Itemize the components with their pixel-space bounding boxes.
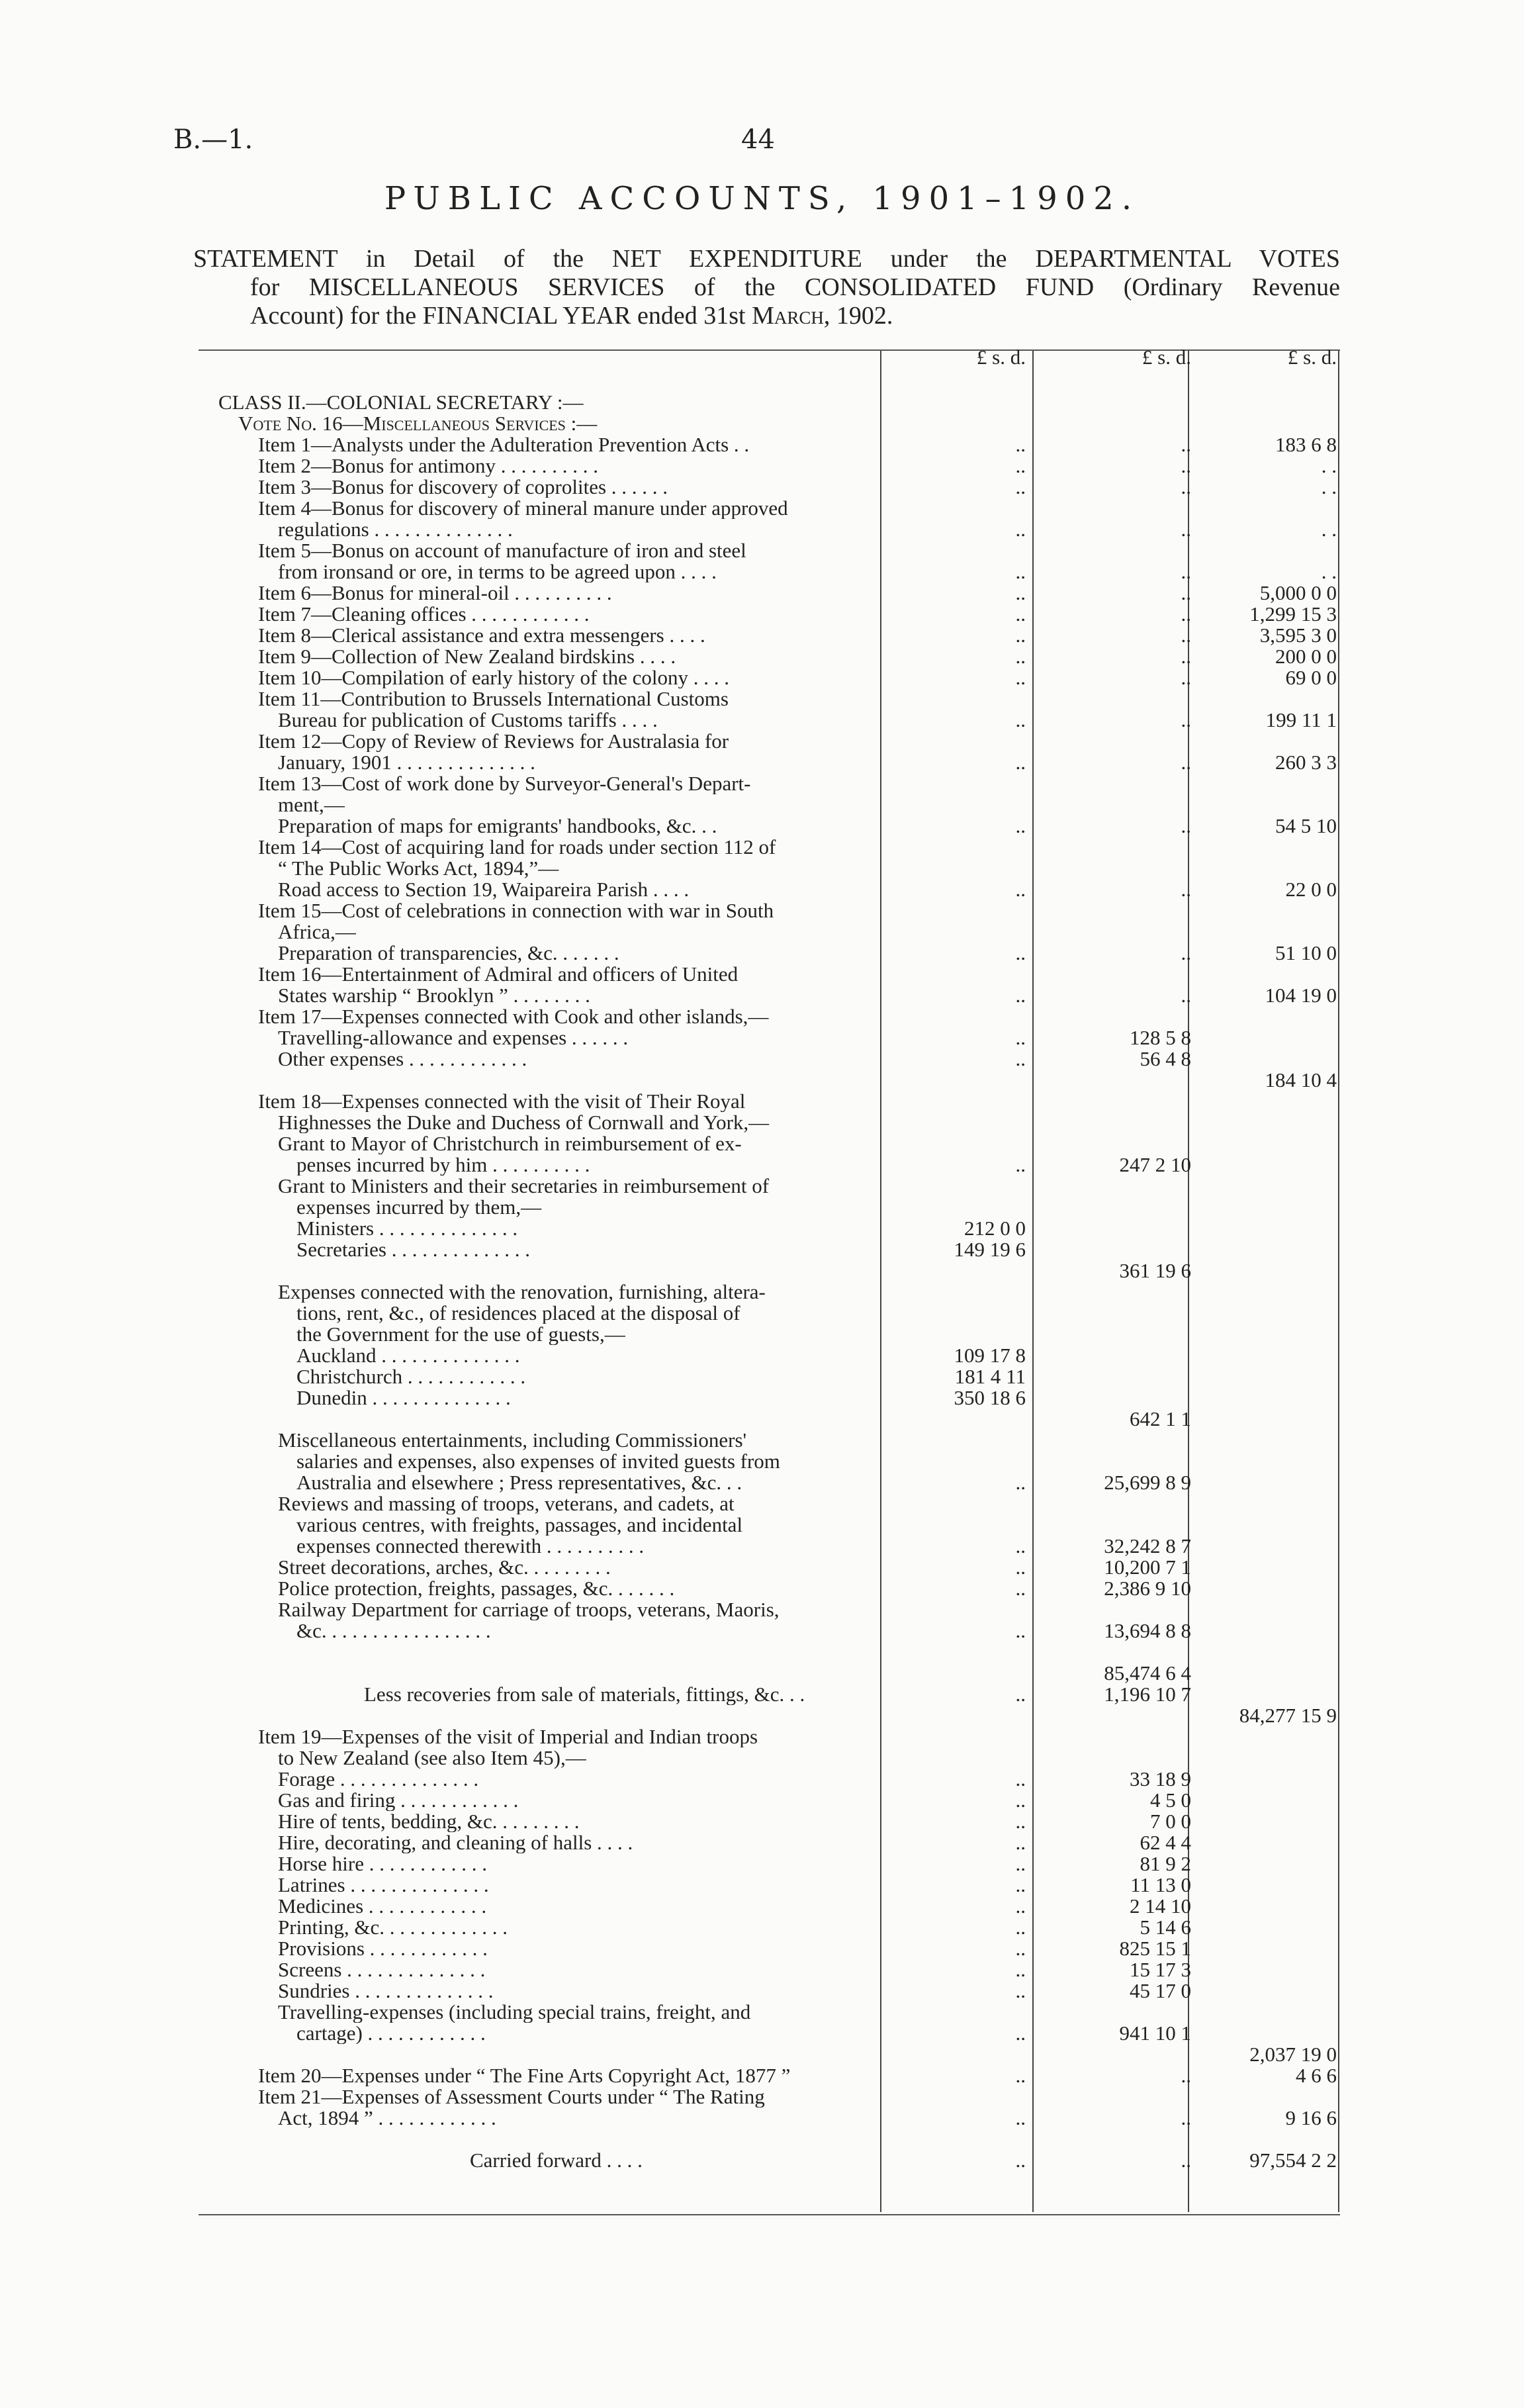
row-description: Forage . . . . . . . . . . . . . . [278,1769,479,1790]
table-row [218,2086,1343,2107]
statement-heading [193,245,1340,330]
column-header-2: £ s. d. [1142,346,1191,369]
amount-col-1: .. [1015,1555,1026,1579]
row-description: Item 13—Cost of work done by Surveyor-General's Depart- [258,773,751,794]
amount-col-2: .. [1181,624,1191,647]
amount-col-1: .. [1015,1767,1026,1790]
row-description: Item 9—Collection of New Zealand birdskins . . . . [258,646,676,667]
table-row [218,794,1343,815]
report-reference: B.—1. [173,124,253,155]
amount-col-2: 2,386 9 10 [1104,1577,1191,1600]
amount-col-1: .. [1015,1873,1026,1896]
row-description: the Government for the use of guests,— [296,1324,625,1345]
amount-col-2: 7 0 0 [1150,1810,1191,1833]
amount-col-3: 200 0 0 [1275,645,1337,668]
statement-month: March [752,302,824,330]
amount-col-1: 350 18 6 [954,1386,1026,1409]
table-row [218,1281,1343,1303]
row-description: Item 19—Expenses of the visit of Imperial and Indian troops [258,1726,758,1747]
table-row [218,921,1343,943]
amount-col-2: .. [1181,581,1191,604]
amount-col-1: .. [1015,1852,1026,1875]
row-description: Preparation of transparencies, &c. . . . . . . [278,943,619,964]
table-row [218,392,1343,413]
table-row [218,1112,1343,1133]
amount-col-1: .. [1015,2149,1026,2172]
table-row [218,1875,1343,1896]
table-row [218,1218,1343,1239]
expenditure-table [218,344,1343,2171]
amount-col-3: . . [1321,518,1337,541]
amount-col-1: .. [1015,475,1026,498]
amount-col-2: .. [1181,666,1191,689]
amount-col-3: 84,277 15 9 [1239,1704,1337,1727]
table-row [218,1366,1343,1387]
column-header-1: £ s. d. [976,346,1026,369]
row-description: Item 16—Entertainment of Admiral and officers of United [258,964,739,985]
statement-line-2: for MISCELLANEOUS SERVICES of the CONSOLIDATED FUND (Ordinary Revenue [250,273,1340,301]
table-row [218,1747,1343,1769]
row-description: regulations . . . . . . . . . . . . . . [278,519,513,540]
row-description: Australia and elsewhere ; Press representatives, &c. . . [296,1472,742,1493]
row-description: &c. . . . . . . . . . . . . . . . . [296,1620,491,1642]
amount-col-1: .. [1015,581,1026,604]
amount-col-3: 2,037 19 0 [1249,2043,1337,2066]
table-row [218,2129,1343,2150]
table-row [218,1091,1343,1112]
amount-col-1: .. [1015,984,1026,1007]
row-description: Hire of tents, bedding, &c. . . . . . . . . [278,1811,580,1832]
row-description: tions, rent, &c., of residences placed at the disposal of [296,1303,740,1324]
row-description: Vote No. 16—Miscellaneous Services :— [238,413,598,434]
row-description: Item 5—Bonus on account of manufacture of iron and steel [258,540,746,561]
amount-col-3: 22 0 0 [1285,878,1337,901]
amount-col-1: .. [1015,1047,1026,1070]
table-row [218,646,1343,667]
amount-col-2: .. [1181,602,1191,625]
table-row [218,1176,1343,1197]
amount-col-2: .. [1181,433,1191,456]
amount-col-3: 69 0 0 [1285,666,1337,689]
amount-col-1: .. [1015,433,1026,456]
row-description: Street decorations, arches, &c. . . . . . . . . [278,1557,611,1578]
table-row [218,1769,1343,1790]
table-row [218,1493,1343,1514]
table-row [218,477,1343,498]
row-description: Gas and firing . . . . . . . . . . . . [278,1790,519,1811]
table-row [218,540,1343,561]
row-description: expenses connected therewith . . . . . . . . . . [296,1536,645,1557]
table-row [218,1832,1343,1853]
table-row [218,985,1343,1006]
amount-col-1: 149 19 6 [954,1238,1026,1261]
amount-col-1: .. [1015,1958,1026,1981]
row-description: penses incurred by him . . . . . . . . . . [296,1154,590,1176]
table-row [218,1853,1343,1875]
row-description: from ironsand or ore, in terms to be agreed upon . . . . [278,561,717,582]
table-row [218,1938,1343,1959]
table-row [218,1409,1343,1430]
row-description: “ The Public Works Act, 1894,”— [278,858,559,879]
row-description: Dunedin . . . . . . . . . . . . . . [296,1387,511,1409]
table-row [218,1557,1343,1578]
table-row [218,1303,1343,1324]
page-number: 44 [741,124,775,155]
amount-col-1: .. [1015,624,1026,647]
table-row [218,625,1343,646]
table-row [218,1896,1343,1917]
table-row [218,455,1343,477]
row-description: Road access to Section 19, Waipareira Parish . . . . [278,879,690,900]
statement-line-3-a: Account) for the FINANCIAL YEAR ended 31st [250,302,752,330]
amount-col-1: .. [1015,1916,1026,1939]
amount-col-3: 199 11 1 [1265,708,1337,731]
row-description: Travelling-expenses (including special trains, freight, and [278,2002,751,2023]
amount-col-2: 33 18 9 [1130,1767,1191,1790]
table-row [218,2150,1343,2171]
amount-col-3: . . [1321,560,1337,583]
row-description: Police protection, freights, passages, &c. . . . . . . [278,1578,675,1599]
table-row [218,2107,1343,2129]
table-row [218,1006,1343,1027]
amount-col-1: .. [1015,2064,1026,2087]
amount-col-2: .. [1181,751,1191,774]
amount-col-2: 2 14 10 [1130,1894,1191,1918]
table-row [218,1345,1343,1366]
amount-col-1: .. [1015,941,1026,964]
row-description: Printing, &c. . . . . . . . . . . . . [278,1917,508,1938]
table-row [218,1578,1343,1599]
amount-col-1: .. [1015,602,1026,625]
amount-col-2: 128 5 8 [1130,1026,1191,1049]
row-description: Item 11—Contribution to Brussels International Customs [258,688,729,710]
row-description: Latrines . . . . . . . . . . . . . . [278,1875,489,1896]
amount-col-3: 9 16 6 [1285,2106,1337,2129]
row-description: Item 21—Expenses of Assessment Courts under “ The Rating [258,2086,765,2107]
row-description: Sundries . . . . . . . . . . . . . . [278,1980,494,2002]
amount-col-2: 10,200 7 1 [1104,1555,1191,1579]
table-row [218,964,1343,985]
table-row [218,1705,1343,1726]
row-description: Preparation of maps for emigrants' handbooks, &c. . . [278,815,717,837]
amount-col-1: .. [1015,1153,1026,1176]
row-description: Grant to Ministers and their secretaries in reimbursement of [278,1176,770,1197]
row-description: States warship “ Brooklyn ” . . . . . . . . [278,985,590,1006]
amount-col-2: 4 5 0 [1150,1788,1191,1812]
row-description: Grant to Mayor of Christchurch in reimbursement of ex- [278,1133,742,1154]
amount-col-2: 5 14 6 [1140,1916,1191,1939]
amount-col-2: .. [1181,708,1191,731]
row-description: Bureau for publication of Customs tariffs . . . . [278,710,658,731]
table-row [218,1472,1343,1493]
amount-col-2: 13,694 8 8 [1104,1619,1191,1642]
table-row [218,1197,1343,1218]
amount-col-1: .. [1015,1894,1026,1918]
row-description: Screens . . . . . . . . . . . . . . [278,1959,486,1980]
column-header-3: £ s. d. [1287,346,1337,369]
amount-col-2: .. [1181,454,1191,477]
row-description: cartage) . . . . . . . . . . . . [296,2023,486,2044]
amount-col-3: 183 6 8 [1275,433,1337,456]
amount-col-3: . . [1321,475,1337,498]
amount-col-2: 56 4 8 [1140,1047,1191,1070]
amount-col-1: .. [1015,1937,1026,1960]
table-row [218,1642,1343,1663]
table-row [218,1514,1343,1536]
amount-col-2: .. [1181,814,1191,837]
amount-col-3: 54 5 10 [1275,814,1337,837]
amount-col-1: 109 17 8 [954,1344,1026,1367]
amount-col-1: .. [1015,1979,1026,2002]
table-row [218,1239,1343,1260]
amount-col-3: 97,554 2 2 [1249,2149,1337,2172]
row-description: Item 20—Expenses under “ The Fine Arts Copyright Act, 1877 ” [258,2065,791,2086]
table-row [218,943,1343,964]
amount-col-1: 212 0 0 [964,1217,1026,1240]
table-row [218,688,1343,710]
table-row [218,1726,1343,1747]
table-row [218,1620,1343,1642]
amount-col-2: .. [1181,645,1191,668]
row-description: January, 1901 . . . . . . . . . . . . . . [278,752,535,773]
row-description: Other expenses . . . . . . . . . . . . [278,1048,527,1070]
table-row [218,2023,1343,2044]
row-description: Item 4—Bonus for discovery of mineral manure under approved [258,498,788,519]
table-row [218,2044,1343,2065]
amount-col-1: .. [1015,1810,1026,1833]
amount-col-2: 25,699 8 9 [1104,1471,1191,1494]
amount-col-3: 5,000 0 0 [1259,581,1337,604]
row-description: CLASS II.—COLONIAL SECRETARY :— [218,392,584,413]
amount-col-2: .. [1181,518,1191,541]
row-description: Travelling-allowance and expenses . . . . . . [278,1027,629,1048]
amount-col-1: .. [1015,1619,1026,1642]
table-row [218,1133,1343,1154]
row-description: Item 12—Copy of Review of Reviews for Australasia for [258,731,729,752]
amount-col-1: .. [1015,1788,1026,1812]
table-row [218,900,1343,921]
amount-col-2: .. [1181,984,1191,1007]
row-description: Item 6—Bonus for mineral-oil . . . . . . . . . . [258,582,612,604]
row-description: Auckland . . . . . . . . . . . . . . [296,1345,520,1366]
table-row [218,413,1343,434]
table-row [218,1811,1343,1832]
amount-col-2: .. [1181,878,1191,901]
amount-col-1: .. [1015,1026,1026,1049]
row-description: Less recoveries from sale of materials, fittings, &c. . . [364,1684,805,1705]
row-description: Item 17—Expenses connected with Cook and other islands,— [258,1006,769,1027]
amount-col-1: .. [1015,645,1026,668]
row-description: Act, 1894 ” . . . . . . . . . . . . [278,2107,496,2129]
table-row [218,667,1343,688]
row-description: Item 8—Clerical assistance and extra messengers . . . . [258,625,705,646]
table-row [218,1536,1343,1557]
row-description: Item 2—Bonus for antimony . . . . . . . . . . [258,455,599,477]
amount-col-2: 1,196 10 7 [1104,1683,1191,1706]
amount-col-2: 361 19 6 [1119,1259,1191,1282]
amount-col-1: .. [1015,1683,1026,1706]
table-row [218,1027,1343,1048]
amount-col-2: .. [1181,475,1191,498]
table-row [218,1663,1343,1684]
table-row [218,1070,1343,1091]
table-row [218,1260,1343,1281]
row-description: to New Zealand (see also Item 45),— [278,1747,586,1769]
table-row [218,879,1343,900]
amount-col-1: .. [1015,454,1026,477]
row-description: Carried forward . . . . [470,2150,643,2171]
table-row [218,434,1343,455]
amount-col-1: .. [1015,2021,1026,2045]
row-description: Item 14—Cost of acquiring land for roads under section 112 of [258,837,776,858]
row-description: Christchurch . . . . . . . . . . . . [296,1366,526,1387]
table-row [218,1599,1343,1620]
row-description: expenses incurred by them,— [296,1197,542,1218]
amount-col-2: .. [1181,2064,1191,2087]
amount-col-1: .. [1015,814,1026,837]
amount-col-1: .. [1015,751,1026,774]
amount-col-2: 15 17 3 [1130,1958,1191,1981]
row-description: Expenses connected with the renovation, furnishing, altera- [278,1281,766,1303]
row-description: Item 1—Analysts under the Adulteration Prevention Acts . . [258,434,750,455]
amount-col-1: .. [1015,878,1026,901]
table-row [218,731,1343,752]
amount-col-3: 4 6 6 [1296,2064,1337,2087]
table-row [218,371,1343,392]
row-description: Highnesses the Duke and Duchess of Cornwall and York,— [278,1112,770,1133]
amount-col-2: 642 1 1 [1130,1407,1191,1430]
row-description: Ministers . . . . . . . . . . . . . . [296,1218,518,1239]
amount-col-3: . . [1321,454,1337,477]
amount-col-2: .. [1181,941,1191,964]
amount-col-1: .. [1015,2106,1026,2129]
row-description: Secretaries . . . . . . . . . . . . . . [296,1239,530,1260]
row-description: Miscellaneous entertainments, including Commissioners' [278,1430,747,1451]
row-description: Reviews and massing of troops, veterans, and cadets, at [278,1493,735,1514]
amount-col-1: .. [1015,518,1026,541]
table-row [218,1980,1343,2002]
amount-col-2: 11 13 0 [1130,1873,1191,1896]
row-description: Item 7—Cleaning offices . . . . . . . . . . . . [258,604,590,625]
page-title: PUBLIC ACCOUNTS, 1901–1902. [384,180,1140,217]
amount-col-2: .. [1181,2106,1191,2129]
amount-col-2: 62 4 4 [1140,1831,1191,1854]
table-row [218,815,1343,837]
row-description: Item 18—Expenses connected with the visit of Their Royal [258,1091,746,1112]
table-row [218,837,1343,858]
amount-col-1: .. [1015,1534,1026,1557]
amount-col-2: 247 2 10 [1119,1153,1191,1176]
table-row [218,1324,1343,1345]
amount-col-2: 941 10 1 [1119,2021,1191,2045]
row-description: Africa,— [278,921,356,943]
row-description: Medicines . . . . . . . . . . . . [278,1896,487,1917]
amount-col-2: .. [1181,560,1191,583]
amount-col-1: .. [1015,1577,1026,1600]
amount-col-2: 825 15 1 [1119,1937,1191,1960]
row-description: Provisions . . . . . . . . . . . . [278,1938,488,1959]
table-row [218,1451,1343,1472]
table-row [218,2065,1343,2086]
amount-col-2: 32,242 8 7 [1104,1534,1191,1557]
row-description: Horse hire . . . . . . . . . . . . [278,1853,487,1875]
amount-col-1: .. [1015,560,1026,583]
table-row [218,710,1343,731]
table-row [218,582,1343,604]
amount-col-3: 260 3 3 [1275,751,1337,774]
row-description: various centres, with freights, passages, and incidental [296,1514,743,1536]
amount-col-3: 3,595 3 0 [1259,624,1337,647]
table-row [218,1048,1343,1070]
column-header-row [218,344,1343,371]
amount-col-1: .. [1015,708,1026,731]
table-row [218,1430,1343,1451]
table-row [218,858,1343,879]
table-row [218,2002,1343,2023]
table-row [218,1684,1343,1705]
amount-col-3: 104 19 0 [1265,984,1337,1007]
row-description: Railway Department for carriage of troops, veterans, Maoris, [278,1599,780,1620]
amount-col-1: .. [1015,1831,1026,1854]
table-row [218,1790,1343,1811]
table-row [218,1959,1343,1980]
statement-line-1: STATEMENT in Detail of the NET EXPENDITURE under the DEPARTMENTAL VOTES [193,245,1340,273]
row-description: Item 3—Bonus for discovery of coprolites . . . . . . [258,477,668,498]
row-description: Hire, decorating, and cleaning of halls . . . . [278,1832,633,1853]
row-description: Item 15—Cost of celebrations in connection with war in South [258,900,774,921]
row-description: salaries and expenses, also expenses of invited guests from [296,1451,780,1472]
table-row [218,1387,1343,1409]
row-description: ment,— [278,794,345,815]
row-description: Item 10—Compilation of early history of the colony . . . . [258,667,730,688]
table-rows [218,371,1343,2171]
table-row [218,1917,1343,1938]
amount-col-2: 45 17 0 [1130,1979,1191,2002]
table-row [218,519,1343,540]
amount-col-2: .. [1181,2149,1191,2172]
amount-col-3: 51 10 0 [1275,941,1337,964]
table-row [218,773,1343,794]
table-row [218,498,1343,519]
table-row [218,604,1343,625]
amount-col-1: .. [1015,666,1026,689]
statement-line-3 [199,302,1340,330]
amount-col-3: 1,299 15 3 [1249,602,1337,625]
statement-line-3-c: , 1902. [823,302,893,330]
amount-col-1: 181 4 11 [954,1365,1026,1388]
amount-col-1: .. [1015,1471,1026,1494]
table-row [218,752,1343,773]
amount-col-3: 184 10 4 [1265,1068,1337,1091]
table-row [218,1154,1343,1176]
amount-col-2: 81 9 2 [1140,1852,1191,1875]
table-row [218,561,1343,582]
amount-col-2: 85,474 6 4 [1104,1661,1191,1685]
